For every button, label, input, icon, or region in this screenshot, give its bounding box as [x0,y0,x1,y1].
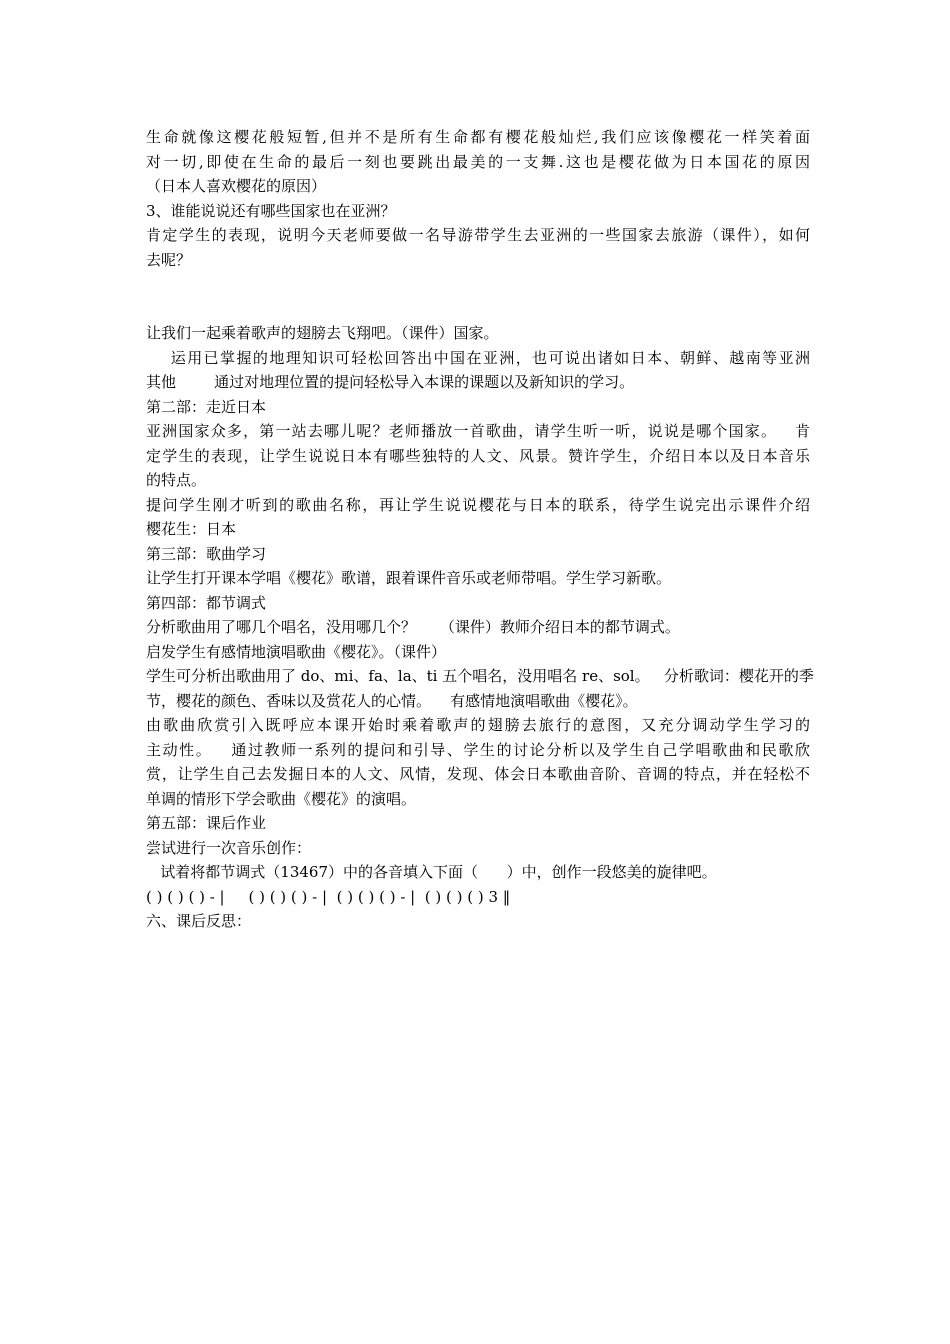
paragraph-line: 试着将都节调式（13467）中的各音填入下面（ ）中，创作一段悠美的旋律吧。 [146,863,717,881]
paragraph-line: 单调的情形下学会歌曲《樱花》的演唱。 [146,789,417,808]
paragraph-line: 让学生打开课本学唱《樱花》歌谱，跟着课件音乐或老师带唱。学生学习新歌。 [146,569,672,587]
section-heading: 第四部：都节调式 [146,593,267,612]
section-heading: 第三部：歌曲学习 [146,544,267,563]
section-heading: 六、课后反思： [146,912,252,930]
paragraph-line: 运用已掌握的地理知识可轻松回答出中国在亚洲，也可说出诸如日本、朝鲜、越南等亚洲 [146,348,810,367]
paragraph-line: 去呢？ [146,250,192,269]
paragraph-line: 生命就像这樱花般短暂,但并不是所有生命都有樱花般灿烂,我们应该像樱花一样笑着面 [146,128,810,146]
paragraph-line: 由歌曲欣赏引入既呼应本课开始时乘着歌声的翅膀去旅行的意图，又充分调动学生学习的 [146,716,810,734]
paragraph-line: 亚洲国家众多，第一站去哪儿呢？老师播放一首歌曲，请学生听一听，说说是哪个国家。 肯 [146,422,810,440]
paragraph-line: 尝试进行一次音乐创作： [146,838,312,857]
paragraph-line: 启发学生有感情地演唱歌曲《樱花》。（课件） [146,642,447,661]
paragraph-line: 的特点。 [146,471,207,489]
question-line: 3、谁能说说还有哪些国家也在亚洲？ [146,201,396,220]
paragraph-line: （日本人喜欢樱花的原因） [146,177,327,195]
paragraph-line: 定学生的表现，让学生说说日本有哪些独特的人文、风景。赞许学生，介绍日本以及日本音乐 [146,446,810,465]
paragraph-line: 肯定学生的表现，说明今天老师要做一名导游带学生去亚洲的一些国家去旅游（课件），如何 [146,226,810,244]
paragraph-line: 其他 通过对地理位置的提问轻松导入本课的课题以及新知识的学习。 [146,373,635,391]
blank-gap [146,272,810,321]
paragraph-line: 学生可分析出歌曲用了 do、mi、fa、la、ti 五个唱名，没用唱名 re、sol。 分析歌词：樱花开的季 [146,667,814,685]
section-heading: 第二部：走近日本 [146,397,267,416]
paragraph-line: 主动性。 通过教师一系列的提问和引导、学生的讨论分析以及学生自己学唱歌曲和民歌欣 [146,740,810,759]
paragraph-line: 让我们一起乘着歌声的翅膀去飞翔吧。（课件）国家。 [146,324,499,342]
paragraph-line: 樱花生：日本 [146,520,237,538]
paragraph-line: 提问学生刚才听到的歌曲名称，再让学生说说樱花与日本的联系，待学生说完出示课件介绍 [146,495,810,514]
paragraph-line: 赏，让学生自己去发掘日本的人文、风情，发现、体会日本歌曲音阶、音调的特点，并在轻松不 [146,765,810,783]
section-heading: 第五部：课后作业 [146,814,267,832]
paragraph-line: 分析歌曲用了哪几个唱名，没用哪几个？ （课件）教师介绍日本的都节调式。 [146,618,680,636]
document-page [146,125,814,934]
melody-blanks-line: ( ) ( ) ( ) - | ( ) ( ) ( ) - | ( ) ( ) ( ) - | ( ) ( ) ( ) 3 ‖ [146,887,511,906]
paragraph-line: 节，樱花的颜色、香味以及赏花人的心情。 有感情地演唱歌曲《樱花》。 [146,691,638,710]
paragraph-line: 对一切,即使在生命的最后一刻也要跳出最美的一支舞.这也是樱花做为日本国花的原因 [146,152,810,171]
